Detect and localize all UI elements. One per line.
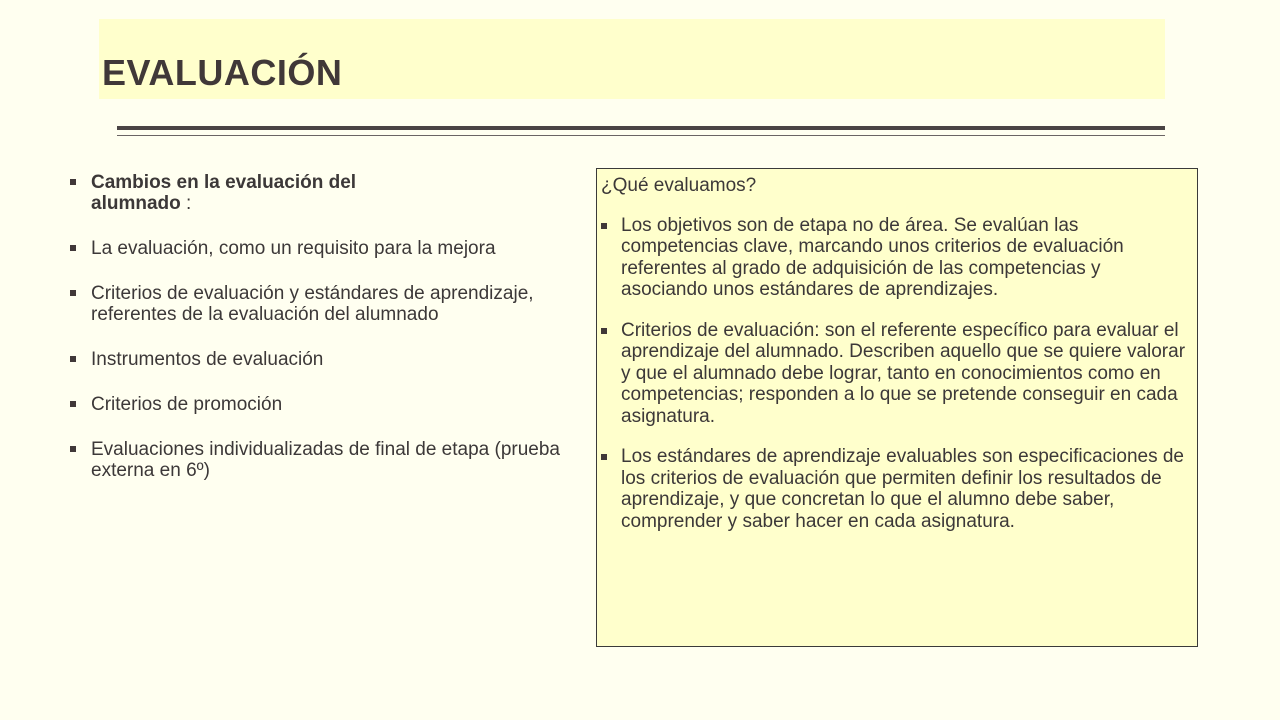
list-item-text: Los objetivos son de etapa no de área. Se evalúan las competencias clave, marcando unos criterios de evaluación referentes al grado de adquisición de las competencias y asociando unos estándares de aprendizajes. <box>621 214 1124 300</box>
list-item-text: La evaluación, como un requisito para la mejora <box>91 238 496 259</box>
title-band <box>99 19 1165 99</box>
list-item <box>70 349 590 370</box>
square-bullet-icon <box>70 245 76 251</box>
square-bullet-icon <box>601 328 607 334</box>
list-item-text: Los estándares de aprendizaje evaluables son especificaciones de los criterios de evaluación que permiten definir los resultados de aprendizaje, y que concretan lo que el alumno debe saber, comprender y saber hacer en cada asignatura. <box>621 446 1184 532</box>
list-item-text: Criterios de evaluación y estándares de aprendizaje, referentes de la evaluación del alumnado <box>91 283 534 325</box>
list-item <box>601 320 1187 428</box>
square-bullet-icon <box>70 401 76 407</box>
list-item <box>601 446 1187 532</box>
list-item-text: Criterios de evaluación: son el referente específico para evaluar el aprendizaje del alumnado. Describen aquello que se quiere valorar y que el alumnado debe lograr, tanto en conocimientos como en competencias; responden a lo que se pretende conseguir en cada asignatura. <box>621 319 1186 427</box>
box-heading: ¿Qué evaluamos? <box>601 175 757 196</box>
square-bullet-icon <box>601 223 607 229</box>
list-item <box>70 238 590 259</box>
square-bullet-icon <box>70 290 76 296</box>
list-item-text: Criterios de promoción <box>91 394 283 415</box>
list-item <box>70 172 391 214</box>
list-item <box>70 439 591 481</box>
page-title: EVALUACIÓN <box>102 52 343 93</box>
list-item <box>70 394 590 415</box>
list-item <box>601 215 1187 301</box>
list-item <box>70 283 551 325</box>
title-rule-thin <box>117 135 1165 136</box>
square-bullet-icon <box>70 446 76 452</box>
square-bullet-icon <box>70 179 76 185</box>
square-bullet-icon <box>70 356 76 362</box>
list-item-text: Evaluaciones individualizadas de final de etapa (prueba externa en 6º) <box>91 439 560 481</box>
box-list <box>601 215 1187 533</box>
list-item-bold-text: Cambios en la evaluación del alumnado <box>91 172 357 214</box>
list-item-text: : <box>180 193 192 214</box>
topics-list <box>70 172 590 505</box>
what-we-evaluate-box <box>596 168 1198 647</box>
square-bullet-icon <box>601 454 607 460</box>
list-item-text: Instrumentos de evaluación <box>91 349 324 370</box>
title-rule-thick <box>117 126 1165 130</box>
